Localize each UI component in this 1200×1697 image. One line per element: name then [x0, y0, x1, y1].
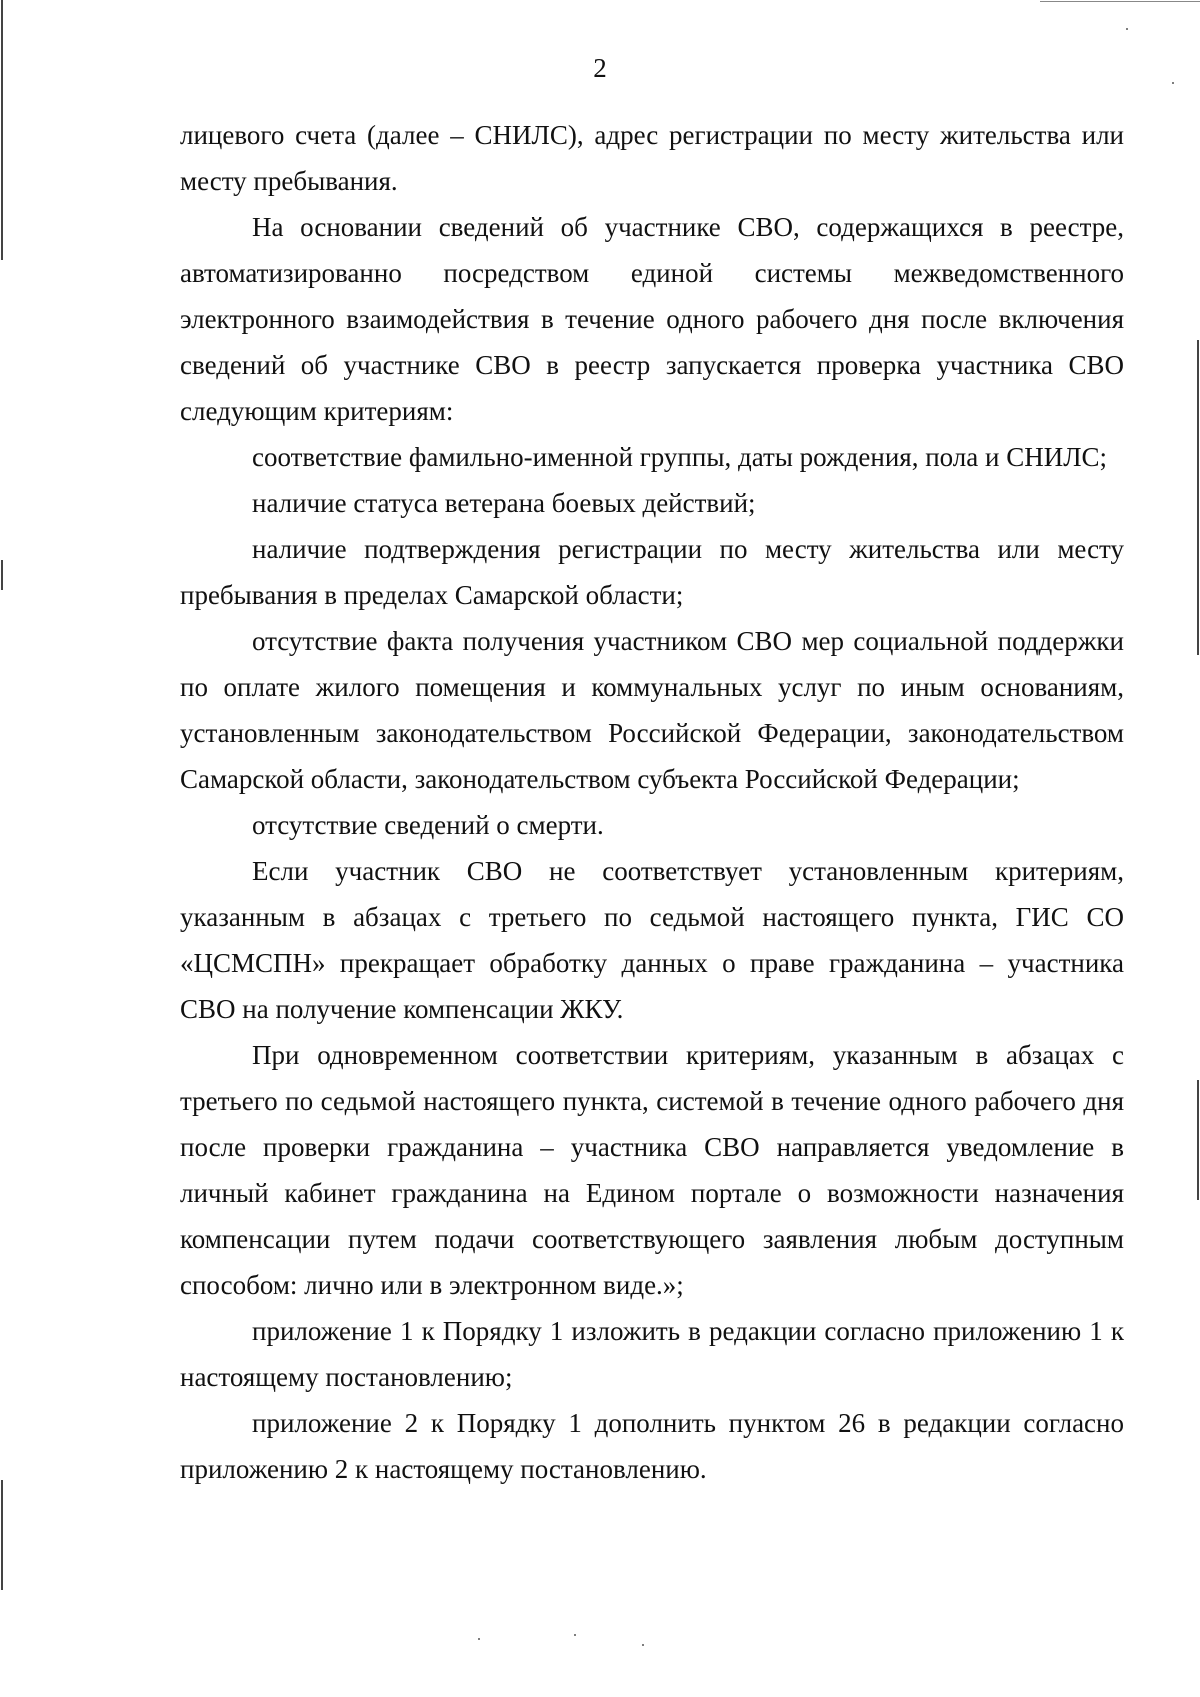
paragraph: При одновременном соответствии критериям, указанным в абзацах с третьего по седьмой настоящего пункта, системой в течение одного рабочего дня после проверки гражданина – участника СВО направляется уведомление в личный кабинет гражданина на Едином портале о возможности назначения компенсации путем подачи соответствующего заявления любым доступным способом: лично или в электронном виде.»; [180, 1040, 1124, 1300]
scan-edge-right [1197, 340, 1199, 655]
paragraph: наличие подтверждения регистрации по месту жительства или месту пребывания в пределах Самарской области; [180, 534, 1124, 610]
paragraph: наличие статуса ветерана боевых действий; [252, 488, 756, 518]
page-number: 2 [593, 53, 607, 83]
document-body [180, 112, 1124, 1492]
paragraph: Если участник СВО не соответствует установленным критериям, указанным в абзацах с третьего по седьмой настоящего пункта, ГИС СО «ЦСМСПН» прекращает обработку данных о праве гражданина – участника СВО на получение компенсации ЖКУ. [180, 856, 1124, 1024]
scan-speck [478, 1638, 480, 1640]
scan-edge-left [1, 1480, 3, 1590]
scan-edge-right [1197, 1080, 1199, 1200]
paragraph: соответствие фамильно-именной группы, даты рождения, пола и СНИЛС; [252, 442, 1108, 472]
scan-speck [642, 1644, 644, 1646]
scan-edge-top [1040, 1, 1200, 2]
paragraph: отсутствие сведений о смерти. [252, 810, 604, 840]
scan-speck [1126, 28, 1128, 30]
scan-speck [574, 1634, 576, 1636]
scan-edge-left [1, 0, 3, 260]
paragraph: отсутствие факта получения участником СВО мер социальной поддержки по оплате жилого помещения и коммунальных услуг по иным основаниям, установленным законодательством Российской Федерации, законодательством Самарской области, законодательством субъекта Российской Федерации; [180, 626, 1124, 794]
paragraph: На основании сведений об участнике СВО, содержащихся в реестре, автоматизированно посредством единой системы межведомственного электронного взаимодействия в течение одного рабочего дня после включения сведений об участнике СВО в реестр запускается проверка участника СВО следующим критериям: [180, 212, 1124, 426]
paragraph: приложение 1 к Порядку 1 изложить в редакции согласно приложению 1 к настоящему постановлению; [180, 1316, 1124, 1392]
scan-edge-left [1, 560, 3, 590]
paragraph: лицевого счета (далее – СНИЛС), адрес регистрации по месту жительства или месту пребывания. [180, 120, 1124, 196]
paragraph: приложение 2 к Порядку 1 дополнить пунктом 26 в редакции согласно приложению 2 к настоящему постановлению. [180, 1408, 1124, 1484]
